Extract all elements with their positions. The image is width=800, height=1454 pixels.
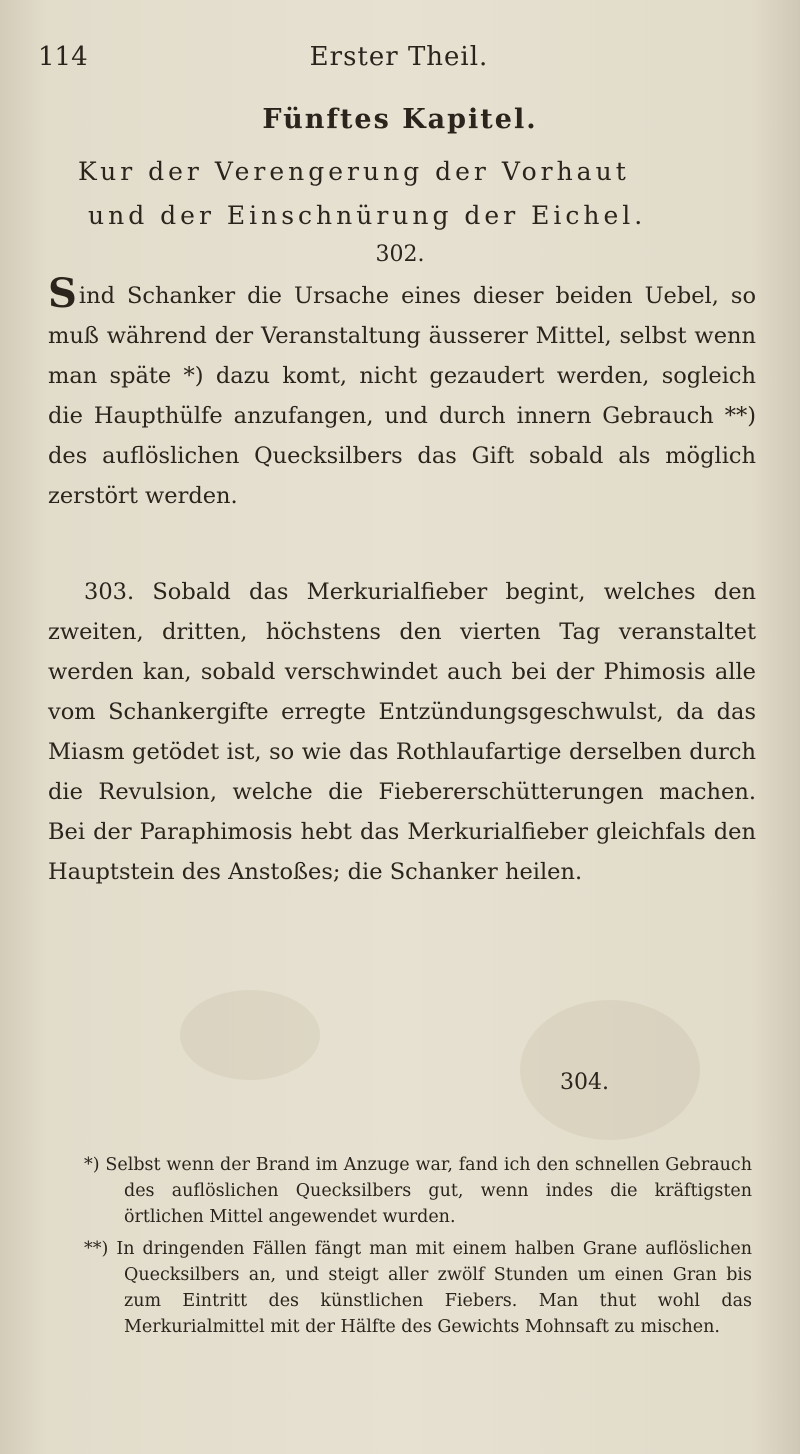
footnotes xyxy=(84,1152,752,1346)
footnote xyxy=(84,1236,752,1340)
page-number: 114 xyxy=(38,42,88,72)
footnote-marker: *) xyxy=(84,1155,100,1175)
footnote xyxy=(84,1152,752,1230)
chapter-subtitle xyxy=(78,150,760,238)
footnote-text: Selbst wenn der Brand im Anzuge war, fand ich den schnellen Gebrauch des auflöslichen Quecksilbers gut, wenn indes die kräftigsten örtlichen Mittel angewendet wurden. xyxy=(105,1155,752,1227)
chapter-subtitle-line: Kur der Verengerung der Vorhaut xyxy=(78,157,630,186)
drop-cap: S xyxy=(48,270,77,317)
chapter-title: Fünftes Kapitel. xyxy=(262,104,538,135)
paragraph-text: ind Schanker die Ursache eines dieser beiden Uebel, so muß während der Veranstaltung äusserer Mittel, selbst wenn man späte *) dazu komt, nicht gezaudert werden, sogleich die Haupthülfe anzufangen, und durch innern Gebrauch **) des auflöslichen Quecksilbers das Gift sobald als möglich zerstört werden. xyxy=(48,283,756,509)
paragraph xyxy=(48,270,756,516)
running-head: Erster Theil. xyxy=(309,42,489,72)
footnote-marker: **) xyxy=(84,1239,109,1259)
paper-stain xyxy=(180,990,320,1080)
paper-stain xyxy=(520,1000,700,1140)
section-number: 304. xyxy=(560,1070,609,1095)
paragraph-text: Sobald das Merkurialfieber begint, welches den zweiten, dritten, höchstens den vierten Tag veranstaltet werden kan, sobald verschwindet auch bei der Phimosis alle vom Schankergifte erregte Entzündungsgeschwulst, da das Miasm getödet ist, so wie das Rothlaufartige derselben durch die Revulsion, welche die Fiebererschütterungen machen. Bei der Paraphimosis hebt das Merkurialfieber gleichfals den Hauptstein des Anstoßes; die Schanker heilen. xyxy=(48,579,757,885)
footnote-text: In dringenden Fällen fängt man mit einem halben Grane auflöslichen Quecksilbers an, und steigt aller zwölf Stunden um einen Gran bis zum Eintritt des künstlichen Fiebers. Man thut wohl das Merkurialmittel mit der Hälfte des Gewichts Mohnsaft zu mischen. xyxy=(116,1239,752,1337)
section-number: 302. xyxy=(375,242,425,267)
paragraph xyxy=(48,572,756,892)
page-header xyxy=(38,42,760,86)
section-number-inline: 303. xyxy=(84,579,135,605)
chapter-subtitle-line: und der Einschnürung der Eichel. xyxy=(88,201,647,230)
